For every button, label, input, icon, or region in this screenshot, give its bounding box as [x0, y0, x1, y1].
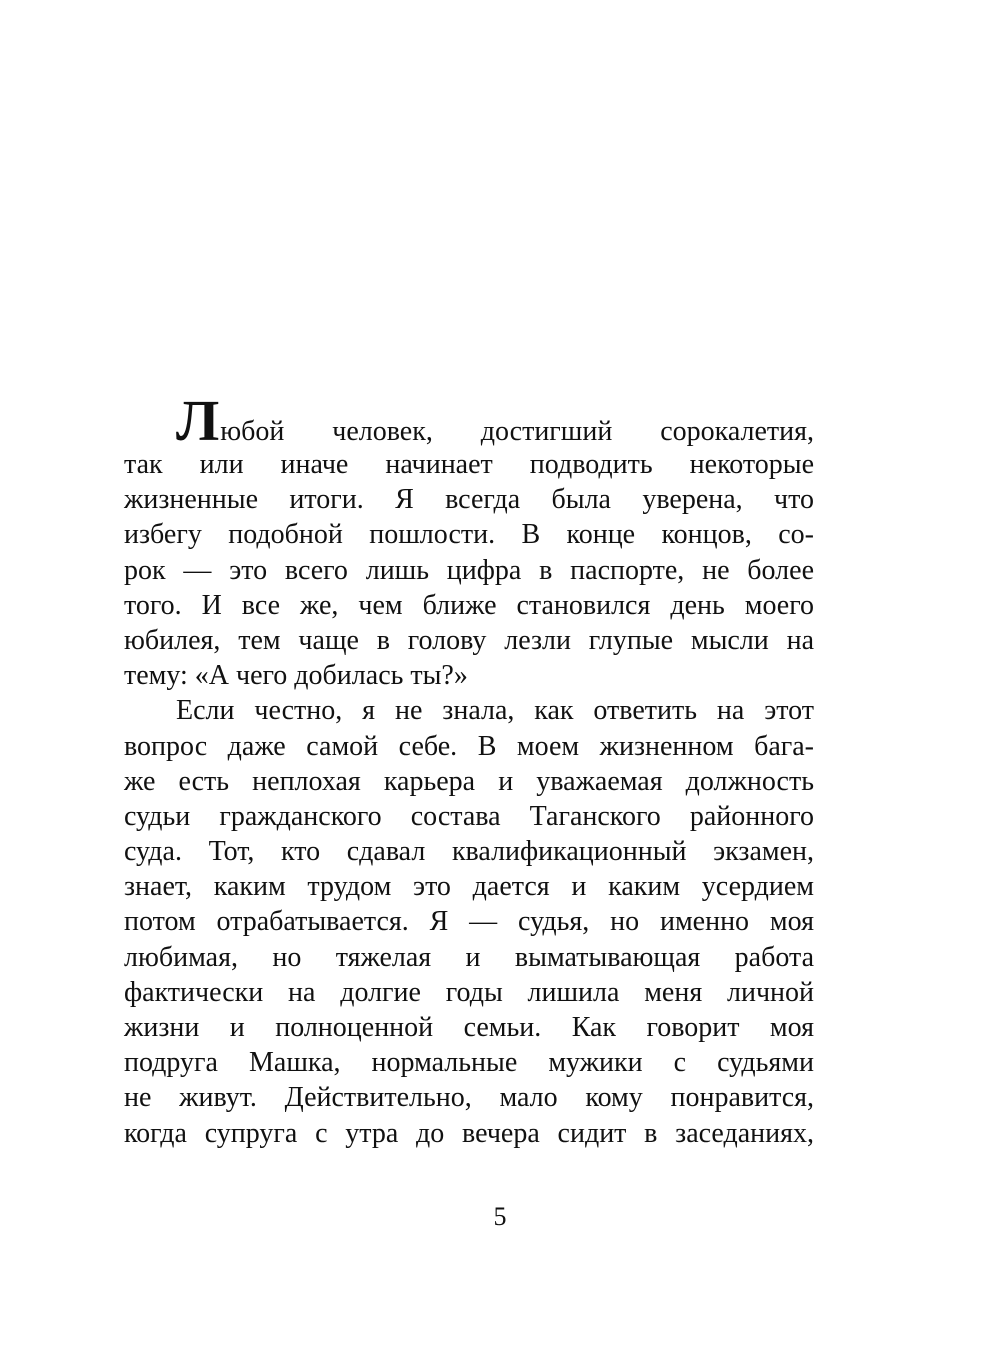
paragraph-2-line-9: фактически на долгие годы лишила меня личной — [124, 976, 814, 1008]
paragraph-2-line-2: вопрос даже самой себе. В моем жизненном бага- — [124, 730, 814, 762]
drop-cap: Л — [176, 388, 219, 453]
paragraph-1-line-5: рок — это всего лишь цифра в паспорте, не более — [124, 554, 814, 586]
paragraph-2-line-12: не живут. Действительно, мало кому понравится, — [124, 1082, 814, 1114]
paragraph-2-line-1: Если честно, я не знала, как ответить на этот — [176, 695, 814, 727]
paragraph-1-line-8: тему: «А чего добилась ты?» — [124, 660, 468, 692]
paragraph-2-line-6: знает, каким трудом это дается и каким усердием — [124, 871, 814, 903]
paragraph-1-line-3: жизненные итоги. Я всегда была уверена, что — [124, 484, 814, 516]
paragraph-1-line-6: того. И все же, чем ближе становился день моего — [124, 589, 814, 621]
paragraph-2-line-8: любимая, но тяжелая и выматывающая работа — [124, 941, 814, 973]
body-text — [124, 388, 814, 1151]
paragraph-1-line-7: юбилея, тем чаще в голову лезли глупые мысли на — [124, 624, 814, 656]
paragraph-2-line-5: суда. Тот, кто сдавал квалификационный экзамен, — [124, 836, 814, 868]
paragraph-1-line-2: так или иначе начинает подводить некоторые — [124, 449, 814, 480]
paragraph-1-line-4: избегу подобной пошлости. В конце концов, со- — [124, 519, 814, 551]
page-number: 5 — [493, 1202, 507, 1231]
paragraph-2-line-3: же есть неплохая карьера и уважаемая должность — [124, 765, 814, 797]
paragraph-2-line-7: потом отрабатывается. Я — судья, но именно моя — [124, 906, 814, 938]
paragraph-1-line-1: Любой человек, достигший сорокалетия, — [176, 388, 814, 453]
paragraph-2-line-10: жизни и полноценной семьи. Как говорит моя — [124, 1012, 814, 1043]
paragraph-2-line-11: подруга Машка, нормальные мужики с судьями — [124, 1047, 814, 1079]
paragraph-2-line-13: когда супруга с утра до вечера сидит в заседаниях, — [124, 1117, 814, 1149]
paragraph-2-line-4: судьи гражданского состава Таганского районного — [124, 800, 814, 832]
